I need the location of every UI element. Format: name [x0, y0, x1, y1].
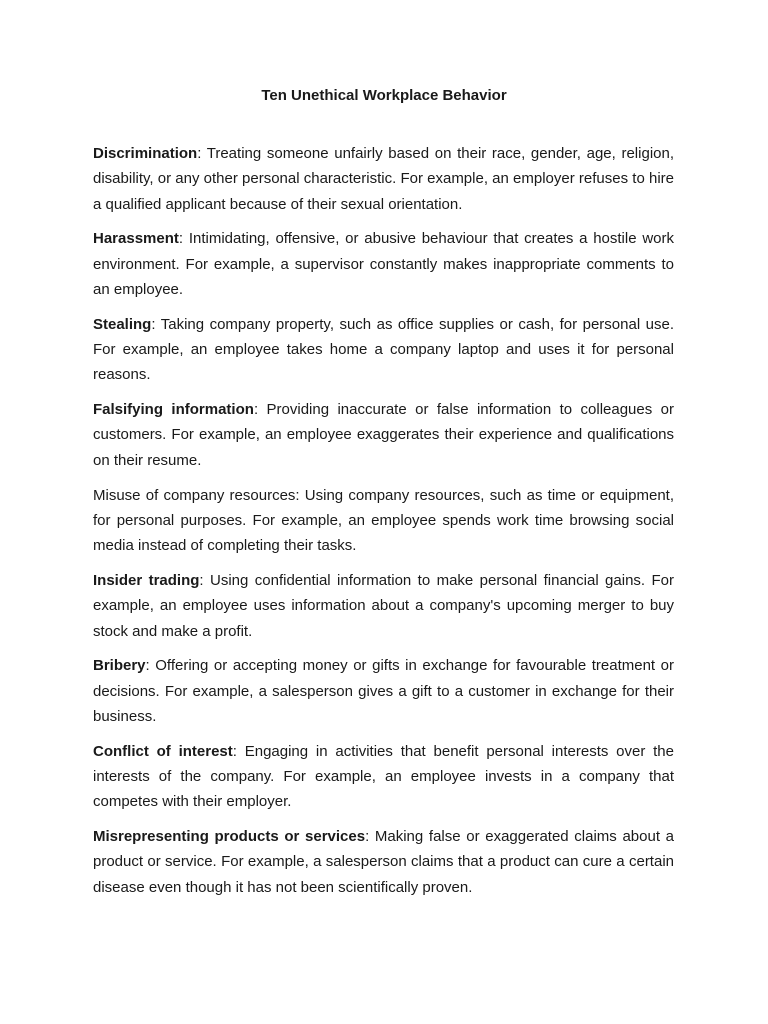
definition-bribery: : Offering or accepting money or gifts in exchange for favourable treatment or decisions. For example, a salesperson gives a gift to a customer in exchange for their business.: [93, 657, 674, 725]
paragraph-insider-trading: [93, 568, 674, 644]
term-insider-trading: Insider trading: [93, 571, 200, 589]
document-body: [93, 141, 674, 910]
term-conflict-of-interest: Conflict of interest: [93, 742, 233, 760]
paragraph-misuse-of-resources: [93, 483, 674, 559]
term-discrimination: Discrimination: [93, 145, 198, 162]
document-title: Ten Unethical Workplace Behavior: [261, 87, 507, 104]
definition-falsifying-information: : Providing inaccurate or false information to colleagues or customers. For example, an employee exaggerates their experience and qualifications on their resume.: [93, 401, 674, 469]
definition-misrepresenting-products: : Making false or exaggerated claims about a product or service. For example, a salesperson claims that a product can cure a certain disease even though it has not been scientifically proven.: [93, 828, 674, 896]
definition-harassment: : Intimidating, offensive, or abusive behaviour that creates a hostile work environment. For example, a supervisor constantly makes inappropriate comments to an employee.: [93, 230, 674, 298]
paragraph-misrepresenting-products: [93, 824, 674, 900]
paragraph-falsifying-information: [93, 397, 674, 473]
paragraph-discrimination: [93, 141, 674, 217]
term-misrepresenting-products: Misrepresenting products or services: [93, 828, 366, 846]
definition-misuse-of-resources: : Using company resources, such as time or equipment, for personal purposes. For example, an employee spends work time browsing social media instead of completing their tasks.: [93, 486, 674, 555]
paragraph-conflict-of-interest: [93, 739, 674, 815]
term-bribery: Bribery: [93, 657, 146, 675]
definition-insider-trading: : Using confidential information to make personal financial gains. For example, an employee uses information about a company's upcoming merger to buy stock and make a profit.: [93, 571, 674, 640]
paragraph-stealing: [93, 312, 674, 388]
term-falsifying-information: Falsifying information: [93, 401, 254, 419]
paragraph-bribery: [93, 653, 674, 729]
paragraph-harassment: [93, 226, 674, 302]
term-stealing: Stealing: [93, 315, 152, 333]
term-misuse-of-resources: Misuse of company resources: [93, 486, 296, 504]
definition-stealing: : Taking company property, such as office supplies or cash, for personal use. For example, an employee takes home a company laptop and uses it for personal reasons.: [93, 315, 674, 384]
definition-discrimination: : Treating someone unfairly based on their race, gender, age, religion, disability, or any other personal characteristic. For example, an employer refuses to hire a qualified applicant because of their sexual orientation.: [93, 145, 674, 213]
term-harassment: Harassment: [93, 230, 179, 248]
definition-conflict-of-interest: : Engaging in activities that benefit personal interests over the interests of the company. For example, an employee invests in a company that competes with their employer.: [93, 742, 674, 811]
